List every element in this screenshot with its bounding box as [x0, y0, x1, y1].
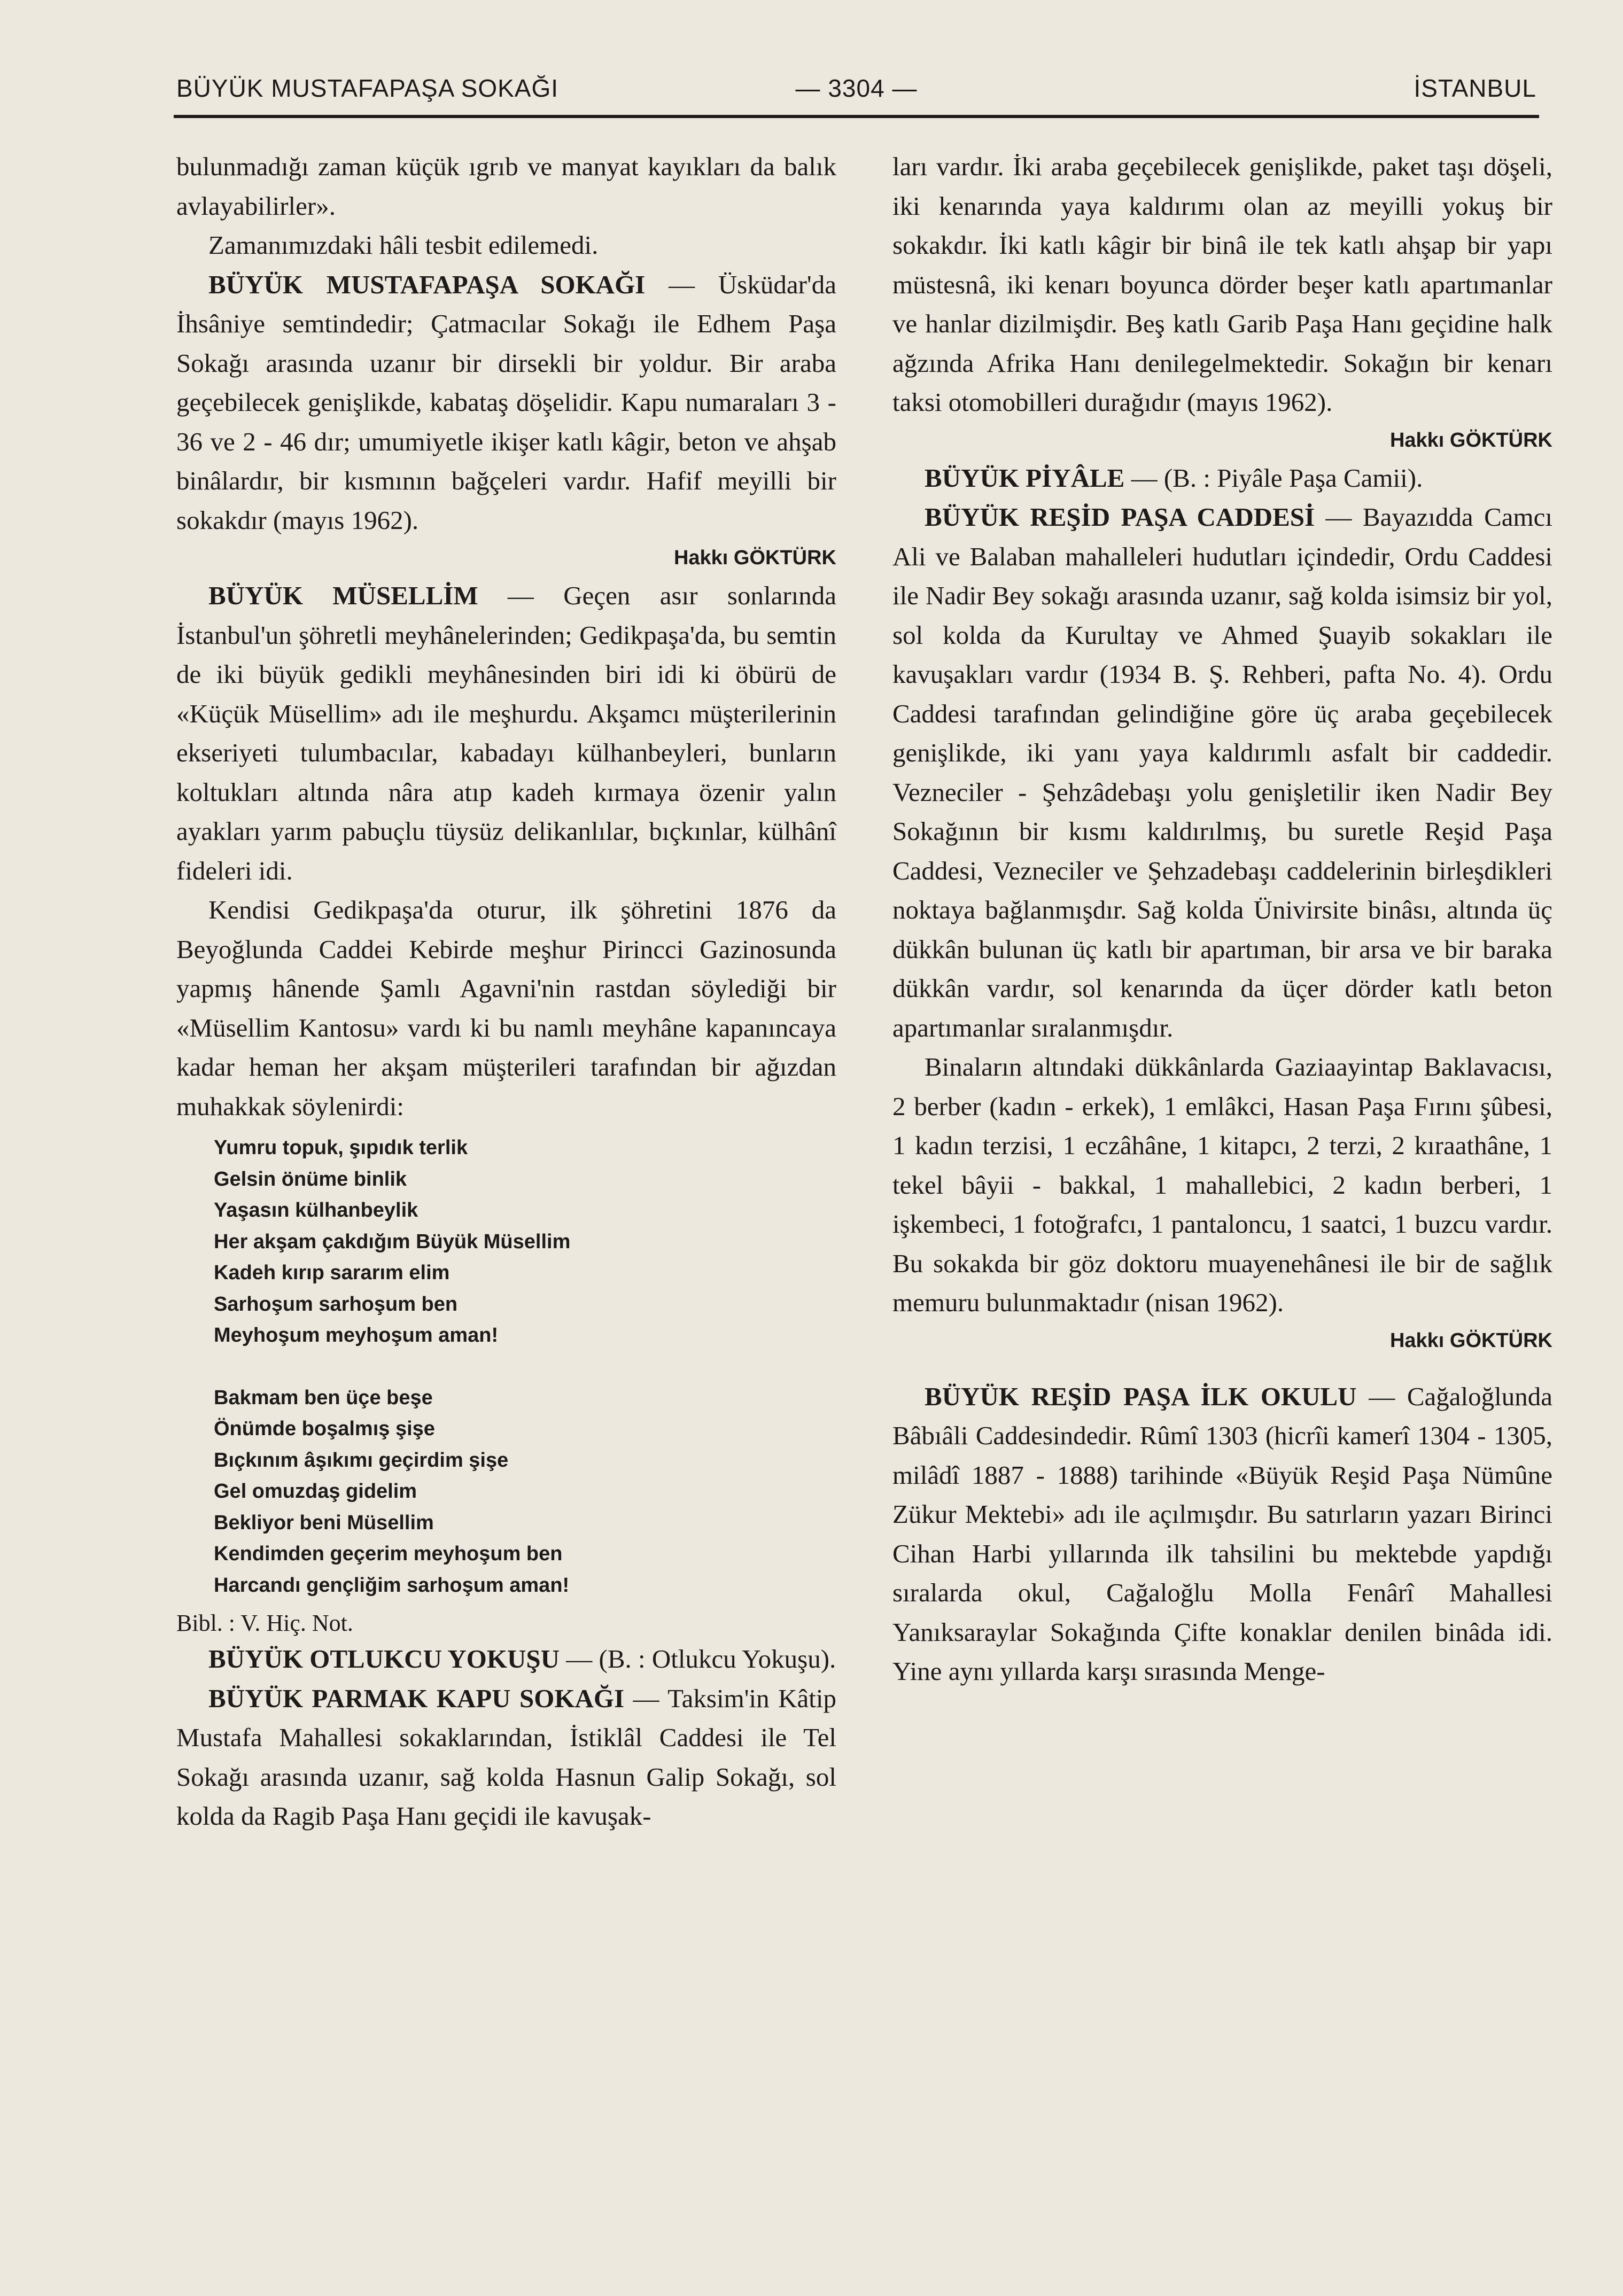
left-column [176, 147, 836, 2268]
entry-heading: BÜYÜK MUSTAFAPAŞA SOKAĞI [208, 269, 646, 299]
entry-text: — Cağaloğlunda Bâbıâli Caddesindedir. Rûmî 1303 (hicrîi kamerî 1304 - 1305, milâdî 1887 - 1888) tarihinde «Büyük Reşid Paşa Nümûne Zükur Mektebi» adı ile açılmışdır. Bu satırların yazarı Birinci Cihan Harbi yıllarında ilk tahsilini bu mektebde yapdığı sıralarda okul, Cağaloğlu Molla Fenârî Mahallesi Yanıksaraylar Sokağında Çifte konaklar denilen binâda idi. Yine aynı yıllarda karşı sırasında Menge- [892, 1381, 1552, 1686]
poem-line: Bıçkınım âşıkımı geçirdim şişe [214, 1449, 509, 1472]
poem-line: Her akşam çakdığım Büyük Müsellim [214, 1230, 571, 1253]
entry-heading: BÜYÜK PARMAK KAPU SOKAĞI [208, 1683, 625, 1713]
entry-buyuk-mustafapasa-sokagi [176, 265, 836, 540]
entry-buyuk-resid-pasa-caddesi [892, 497, 1552, 1047]
entry-text: — Taksim'in Kâtip Mustafa Mahallesi sokaklarından, İstiklâl Caddesi ile Tel Sokağı arasında uzanır, sağ kolda Hasnun Galip Sokağı, sol kolda da Ragib Paşa Hanı geçidi ile kavuşak- [176, 1683, 836, 1831]
entry-heading: BÜYÜK OTLUKCU YOKUŞU [208, 1644, 560, 1674]
entry-buyuk-parmak-kapu-sokagi [176, 1679, 836, 1836]
poem-line: Kendimden geçerim meyhoşum ben [214, 1543, 563, 1565]
entry-heading: BÜYÜK MÜSELLİM [208, 581, 478, 610]
header-rule [174, 115, 1539, 118]
paragraph: bulunmadığı zaman küçük ıgrıb ve manyat kayıkları da balık avlayabilirler». [176, 152, 836, 221]
entry-buyuk-otlukcu-yokusu [176, 1639, 836, 1679]
entry-heading: BÜYÜK REŞİD PAŞA CADDESİ [925, 502, 1315, 532]
entry-heading: BÜYÜK PİYÂLE [925, 463, 1125, 493]
entry-text: — Geçen asır sonlarında İstanbul'un şöhretli meyhânelerinden; Gedikpaşa'da, bu semtin de iki büyük gedikli meyhânesinden biri idi ki öbürü de «Küçük Müsellim» adı ile meşhurdu. Akşamcı müşterilerinin ekseriyeti tulumbacılar, kabadayı külhanbeyleri, bunların koltukları altında nâra atıp kadeh kırmaya özenir yalın ayakları yarım pabuçlu tüysüz delikanlılar, bıçkınlar, külhânî fideleri idi. [176, 581, 836, 885]
entry-buyuk-resid-pasa-ilk-okulu [892, 1377, 1552, 1691]
author-signature: Hakkı GÖKTÜRK [1389, 429, 1552, 452]
paragraph: Binaların altındaki dükkânlarda Gaziaayintap Baklavacısı, 2 berber (kadın - erkek), 1 emlâkci, Hasan Paşa Fırını şûbesi, 1 kadın terzisi, 1 eczâhâne, 1 kitapcı, 2 terzi, 2 kıraathâne, 1 tekel bâyii - bakkal, 1 mahallebici, 2 kadın berberi, 1 işkembeci, 1 fotoğrafcı, 1 pantaloncu, 1 saatci, 1 buzcu vardır. Bu sokakda bir göz doktoru muayenehânesi ile bir de sağlık memuru bulunmaktadır (nisan 1962). [892, 1052, 1552, 1317]
poem-line: Sarhoşum sarhoşum ben [214, 1293, 458, 1316]
poem-line: Yumru topuk, şıpıdık terlik [214, 1137, 468, 1159]
entry-text: — (B. : Otlukcu Yokuşu). [560, 1644, 836, 1674]
stanza-break [214, 1351, 836, 1382]
poem-line: Bakmam ben üçe beşe [214, 1386, 433, 1409]
entry-buyuk-musellim [176, 576, 836, 890]
poem-line: Meyhoşum meyhoşum aman! [214, 1324, 499, 1347]
paragraph: Zamanımızdaki hâli tesbit edilemedi. [208, 230, 599, 260]
entry-text: — Bayazıdda Camcı Ali ve Balaban mahalleleri hudutları içindedir, Ordu Caddesi ile Nadir Bey sokağı arasında uzanır, sağ kolda isimsiz bir yol, sol kolda da Kurultay ve Ahmed Şuayib sokakları ile kavuşakları vardır (1934 B. Ş. Rehberi, pafta No. 4). Ordu Caddesi tarafından gelindiğine göre üç araba geçebilecek genişlikde, iki yanı yaya kaldırımlı asfalt bir caddedir. Vezneciler - Şehzâdebaşı yolu genişletilir iken Nadir Bey Sokağının bir kısmı kaldırılmış, bu suretle Reşid Paşa Caddesi, Vezneciler ve Şehzadebaşı caddelerinin birleşdikleri noktaya bağlanmışdır. Sağ kolda Ünivirsite binâsı, altında üç dükkân bulunan üç katlı bir apartıman, bir arsa ve bir baraka dükkân vardır, sol kenarında da üçer dörder katlı beton apartımanlar sıralanmışdır. [892, 502, 1552, 1042]
page-number: — 3304 — [795, 74, 918, 102]
header-city: İSTANBUL [1414, 74, 1536, 102]
author-signature: Hakkı GÖKTÜRK [1389, 1329, 1552, 1352]
entry-text: — Üsküdar'da İhsâniye semtindedir; Çatmacılar Sokağı ile Edhem Paşa Sokağı arasında uzanır bir dirsekli bir yoldur. Bir araba geçebilecek genişlikde, kabataş döşelidir. Kapu numaraları 3 - 36 ve 2 - 46 dır; umumiyetle ikişer katlı kâgir, beton ve ahşab binâlardır, bir kısmının bağçeleri vardır. Hafif meyilli bir sokakdır (mayıs 1962). [176, 269, 836, 535]
poem-musellim-kantosu [214, 1132, 836, 1601]
entry-buyuk-piyale [892, 458, 1552, 498]
poem-line: Gelsin önüme binlik [214, 1168, 407, 1190]
entry-text: — (B. : Piyâle Paşa Camii). [1124, 463, 1423, 493]
header-entry-title: BÜYÜK MUSTAFAPAŞA SOKAĞI [176, 74, 559, 102]
paragraph: Kendisi Gedikpaşa'da oturur, ilk şöhretini 1876 da Beyoğlunda Caddei Kebirde meşhur Pirincci Gazinosunda yapmış hânende Şamlı Agavni'nin rastdan söylediği bir «Müsellim Kantosu» vardı ki bu namlı meyhâne kapanıncaya kadar heman her akşam müşterileri tarafından bir ağızdan muhakkak söylenirdi: [176, 895, 836, 1121]
running-header [176, 74, 1536, 111]
poem-line: Yaşasın külhanbeylik [214, 1199, 418, 1221]
bibliography: Bibl. : V. Hiç. Not. [176, 1610, 353, 1636]
poem-line: Önümde boşalmış şişe [214, 1418, 435, 1440]
paragraph: ları vardır. İki araba geçebilecek genişlikde, paket taşı döşeli, iki kenarında yaya kaldırımı olan az meyilli yokuş bir sokakdır. İki katlı kâgir bir binâ ile tek katlı ahşap bir yapı müstesnâ, iki kenarı boyunca dörder beşer katlı apartımanlar ve hanlar dizilmişdir. Beş katlı Garib Paşa Hanı geçidine halk ağzında Afrika Hanı denilegelmektedir. Sokağın bir kenarı taksi otomobilleri durağıdır (mayıs 1962). [892, 152, 1552, 417]
entry-heading: BÜYÜK REŞİD PAŞA İLK OKULU [925, 1381, 1357, 1411]
poem-line: Harcandı gençliğim sarhoşum aman! [214, 1574, 570, 1597]
right-column [892, 147, 1552, 2268]
author-signature: Hakkı GÖKTÜRK [673, 547, 836, 569]
poem-line: Kadeh kırıp sararım elim [214, 1262, 450, 1284]
poem-line: Bekliyor beni Müsellim [214, 1511, 434, 1534]
poem-line: Gel omuzdaş gidelim [214, 1480, 417, 1503]
